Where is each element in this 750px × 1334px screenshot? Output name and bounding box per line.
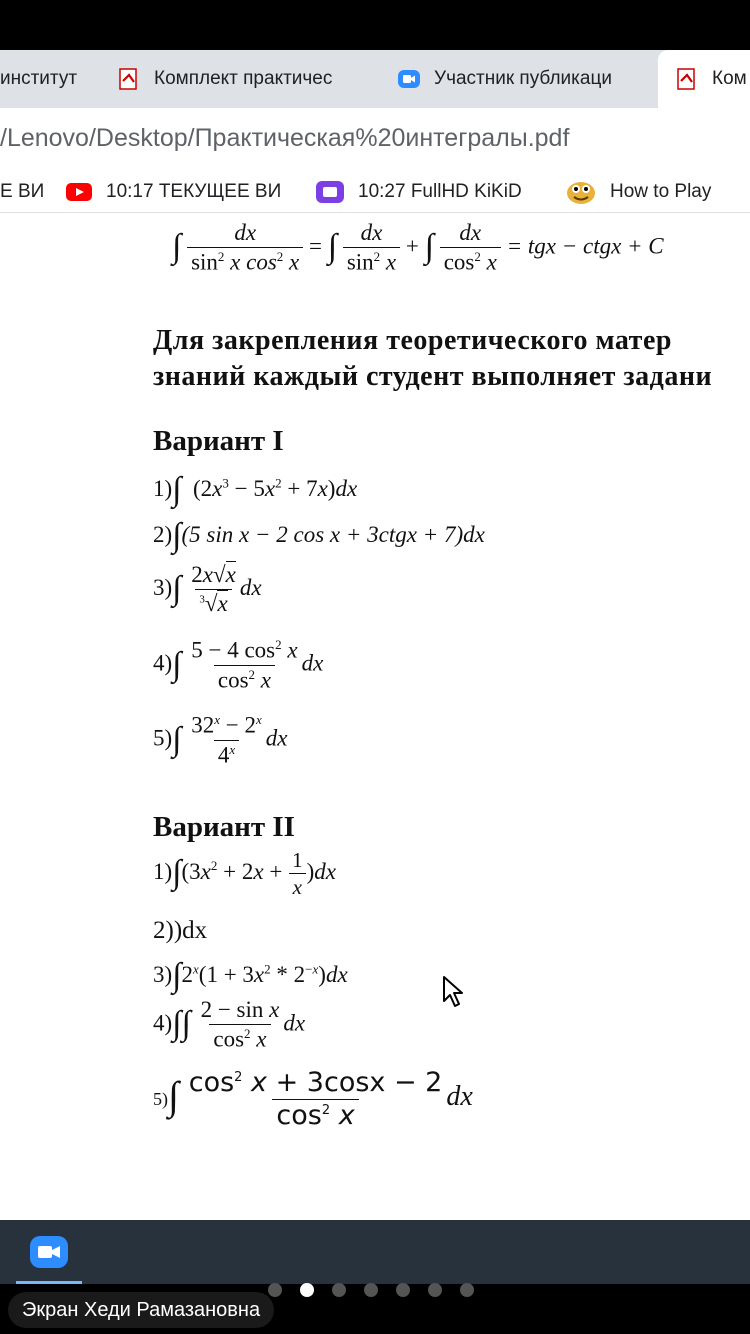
- tab-label: институт: [0, 68, 78, 89]
- presenter-caption: Экран Хеди Рамазановна: [8, 1292, 274, 1328]
- active-indicator: [16, 1281, 82, 1284]
- bookmark-label: How to Play: [610, 181, 712, 202]
- variant-title: Вариант I: [153, 425, 284, 457]
- bookmark-item[interactable]: [0, 178, 44, 206]
- paragraph-line: Для закрепления теоретического матер: [153, 325, 672, 356]
- page-dot[interactable]: [268, 1283, 282, 1297]
- tab-pdf-practice[interactable]: [118, 50, 368, 108]
- task-1-1: 1)∫ $(2x^3 - 5x^2 + 7x)dx$: [153, 471, 358, 508]
- page-dot-active[interactable]: [300, 1283, 314, 1297]
- zoom-icon: [30, 1236, 68, 1268]
- bookmark-item[interactable]: [316, 178, 522, 206]
- page-dot[interactable]: [364, 1283, 378, 1297]
- youtube-icon: [66, 183, 92, 201]
- bookmark-label: 10:17 ТЕКУЩЕЕ ВИ: [106, 181, 282, 202]
- page-dot[interactable]: [332, 1283, 346, 1297]
- pdf-icon: [676, 68, 698, 90]
- game-icon: [566, 179, 596, 205]
- tab-institute[interactable]: [0, 50, 100, 108]
- bookmarks-bar: [0, 172, 750, 213]
- page-dot[interactable]: [428, 1283, 442, 1297]
- task-1-2: 2)∫(5 sin x − 2 cos x + 3ctgx + 7)dx: [153, 517, 485, 554]
- task-2-3: $3)\int 2^x(1 + 3x^2 * 2^{-x})dx$: [153, 957, 348, 994]
- variant-title: Вариант II: [153, 811, 295, 843]
- task-2-4: 4)∫∫ $\frac{\text{2 − sin x}}{\cos^2 x}$ dx: [153, 997, 306, 1052]
- browser-tab-bar: [0, 50, 750, 108]
- pdf-icon: [118, 68, 140, 90]
- tab-label: Комплект практичес: [154, 68, 333, 89]
- paragraph-line: знаний каждый студент выполняет задани: [153, 361, 713, 392]
- intro-formula: ∫ $\frac{dx}{\sin^2 x \cos^2 x}$ = ∫ $\frac{dx}{\sin^2 x}$ + ∫ $\frac{dx}{\cos^2 x}$ = tgx − ctgx + C: [172, 220, 664, 275]
- task-1-3: 3)∫ $\frac{2x√x}{^3√x}$ dx: [153, 562, 262, 617]
- tab-label: Участник публикаци: [434, 68, 612, 89]
- page-dot[interactable]: [460, 1283, 474, 1297]
- status-bar-area: [0, 0, 750, 50]
- tab-active-pdf[interactable]: [658, 50, 750, 108]
- zoom-icon: [398, 68, 420, 90]
- address-bar[interactable]: [0, 108, 750, 172]
- page-dot[interactable]: [396, 1283, 410, 1297]
- video-icon: [316, 181, 344, 203]
- task-2-1: $1)\int(3x^2 + 2x$ + $\frac{1}{x}$ )dx: [153, 848, 336, 900]
- bookmark-item[interactable]: [66, 178, 281, 206]
- tab-zoom-participant[interactable]: [398, 50, 648, 108]
- page-indicator[interactable]: [268, 1283, 474, 1297]
- task-1-4: 4)∫ $\frac{5 - 4 \cos^2 x}{\cos^2 x}$ dx: [153, 637, 324, 693]
- pdf-viewer[interactable]: [0, 213, 750, 1220]
- bookmark-label: Е ВИ: [0, 181, 45, 202]
- task-2-2: 2))dx: [153, 917, 208, 944]
- mouse-cursor-icon: [442, 975, 466, 1009]
- bookmark-item[interactable]: [566, 178, 711, 206]
- zoom-taskbar-button[interactable]: [16, 1220, 82, 1284]
- url-text: /Lenovo/Desktop/Практическая%20интегралы.pdf: [0, 124, 570, 152]
- bookmark-label: 10:27 FullHD KiKiD: [358, 181, 522, 202]
- tab-label: Ком: [712, 68, 747, 89]
- taskbar: [0, 1220, 750, 1284]
- task-1-5: 5)∫ $\frac{32^x - 2^x}{4^x}$ dx: [153, 712, 288, 768]
- task-2-5: 5)∫ $\frac{\cos^2 x + 3\cos x - 2}{\cos^2 x}$ dx: [153, 1066, 473, 1132]
